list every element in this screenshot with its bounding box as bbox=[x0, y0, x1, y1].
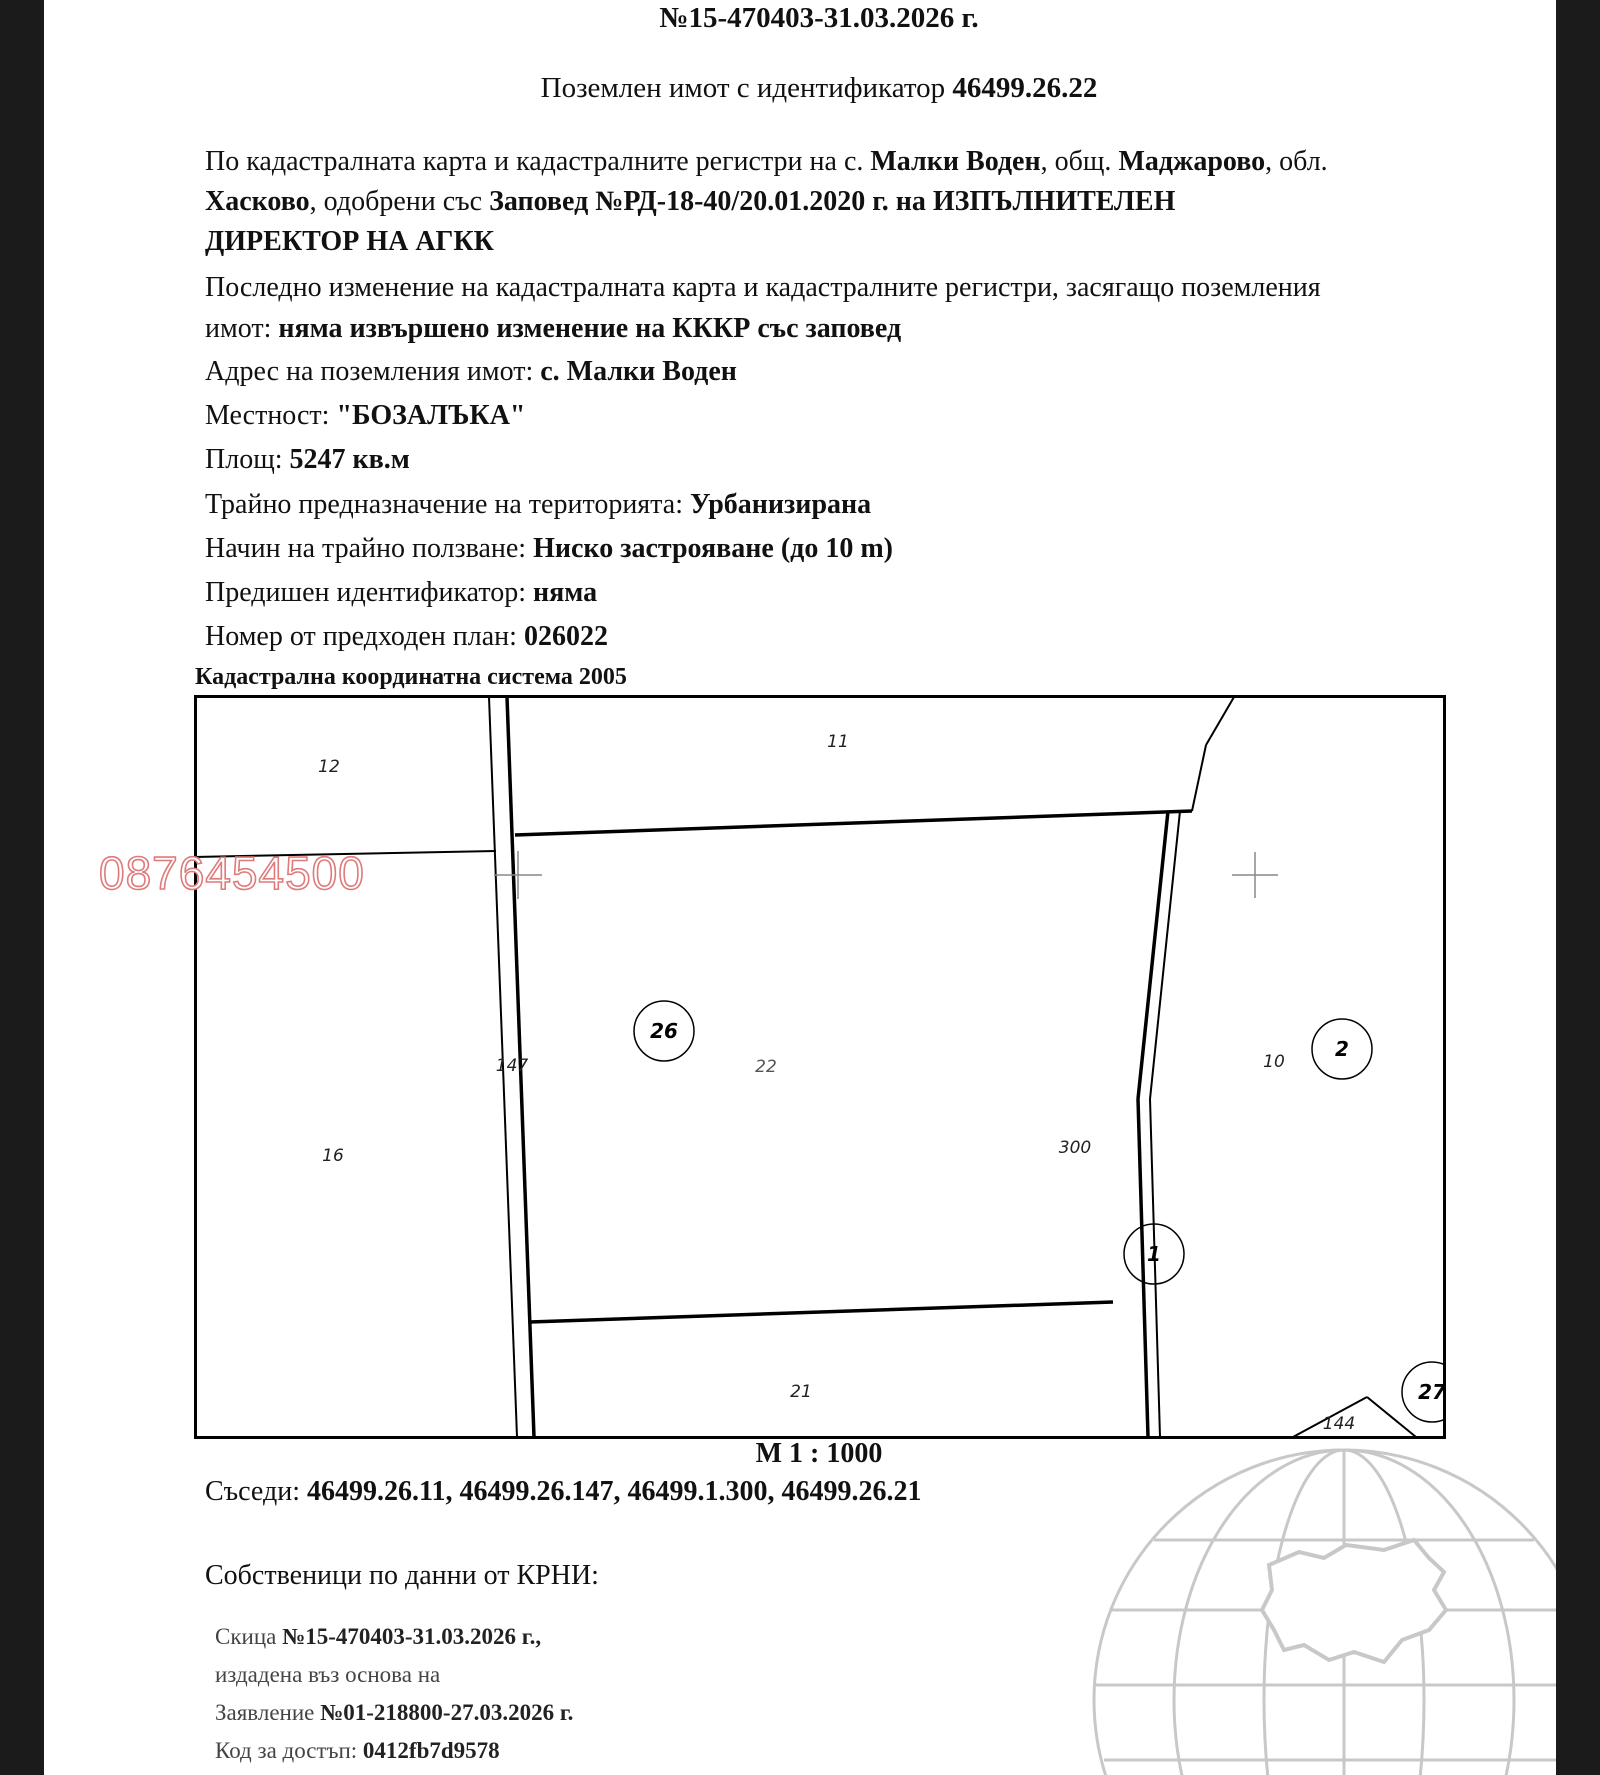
map-scale: М 1 : 1000 bbox=[755, 1438, 883, 1469]
parcel-label: 16 bbox=[322, 1146, 344, 1166]
footer-issued-line: издадена въз основа на bbox=[215, 1662, 441, 1687]
village-name: Малки Воден bbox=[870, 146, 1041, 177]
property-value: Ниско застрояване (до 10 m) bbox=[533, 533, 893, 564]
property-value: Урбанизирана bbox=[689, 489, 872, 520]
cadastre-text: , общ. bbox=[1040, 146, 1112, 177]
parcel-label: 144 bbox=[1322, 1414, 1356, 1434]
footer-value: 0412fb7d9578 bbox=[362, 1738, 500, 1763]
owners-heading: Собственици по данни от КРНИ: bbox=[205, 1560, 599, 1591]
footer-access-line bbox=[215, 1738, 500, 1764]
property-row bbox=[205, 529, 893, 569]
parcel-identifier-line bbox=[44, 72, 1556, 105]
parcel-label: 22 bbox=[755, 1057, 777, 1077]
footer-label: Заявление bbox=[215, 1700, 315, 1725]
last-change-line-1: Последно изменение на кадастралната карта и кадастралните регистри, засягащо поземления bbox=[205, 272, 1321, 303]
cadastre-line-3 bbox=[205, 222, 494, 262]
parcel-label: 12 bbox=[318, 757, 340, 777]
parcel-label: 10 bbox=[1263, 1052, 1285, 1072]
property-label: Местност: bbox=[205, 400, 330, 431]
municipality-name: Маджарово bbox=[1118, 146, 1266, 177]
property-value: "БОЗАЛЪКА" bbox=[336, 400, 526, 431]
footer-application-line bbox=[215, 1700, 573, 1726]
left-dark-margin bbox=[0, 0, 44, 1775]
property-row bbox=[205, 573, 597, 613]
approval-order-cont: ДИРЕКТОР НА АГКК bbox=[205, 226, 494, 257]
property-row bbox=[205, 485, 871, 525]
building-number: 1 bbox=[1147, 1242, 1161, 1266]
identifier-value: 46499.26.22 bbox=[952, 72, 1098, 104]
cadastre-text: По кадастралната карта и кадастралните регистри на с. bbox=[205, 146, 864, 177]
country-outline bbox=[1262, 1540, 1446, 1662]
cadastre-line-2 bbox=[205, 182, 1175, 222]
property-label: Адрес на поземления имот: bbox=[205, 356, 534, 387]
cadastre-line-1 bbox=[205, 142, 1328, 182]
building-number: 2 bbox=[1335, 1037, 1349, 1061]
footer-value: №01-218800-27.03.2026 г. bbox=[320, 1700, 574, 1725]
region-name: Хасково bbox=[205, 186, 310, 217]
parcel-label: 147 bbox=[495, 1056, 529, 1076]
phone-watermark: 0876454500 bbox=[99, 847, 365, 899]
neighbors-value: 46499.26.11, 46499.26.147, 46499.1.300, 46499.26.21 bbox=[307, 1476, 922, 1507]
property-value: 5247 кв.м bbox=[289, 444, 410, 475]
parcel-label: 21 bbox=[790, 1382, 812, 1402]
property-row bbox=[205, 440, 410, 480]
last-change-value: няма извършено изменение на КККР със заповед bbox=[278, 313, 902, 344]
property-label: Площ: bbox=[205, 444, 283, 475]
footer-value: №15-470403-31.03.2026 г., bbox=[282, 1624, 542, 1649]
neighbors-line bbox=[205, 1472, 921, 1512]
cadastral-map bbox=[194, 695, 1446, 1439]
footer-sketch-line bbox=[215, 1624, 541, 1650]
property-value: 026022 bbox=[523, 621, 608, 652]
property-label: Номер от предходен план: bbox=[205, 621, 517, 652]
approval-order: Заповед №РД-18-40/20.01.2020 г. на ИЗПЪЛНИТЕЛЕН bbox=[489, 186, 1176, 217]
identifier-prefix: Поземлен имот с идентификатор bbox=[540, 72, 946, 104]
property-value: с. Малки Воден bbox=[540, 356, 737, 387]
right-dark-margin bbox=[1556, 0, 1600, 1775]
parcel-label: 300 bbox=[1058, 1138, 1092, 1158]
property-label: Начин на трайно ползване: bbox=[205, 533, 527, 564]
parcel-label: 11 bbox=[827, 732, 849, 752]
property-value: няма bbox=[533, 577, 598, 608]
property-label: Трайно предназначение на територията: bbox=[205, 489, 683, 520]
agency-globe-seal bbox=[1084, 1440, 1556, 1775]
footer-label: Код за достъп: bbox=[215, 1738, 358, 1763]
last-change-label: имот: bbox=[205, 313, 272, 344]
cadastre-text: , одобрени със bbox=[309, 186, 483, 217]
last-change-line-2 bbox=[205, 309, 901, 349]
document-number: №15-470403-31.03.2026 г. bbox=[659, 2, 979, 34]
footer-label: Скица bbox=[215, 1624, 277, 1649]
property-row bbox=[205, 352, 737, 392]
document-page bbox=[44, 0, 1556, 1775]
building-number: 26 bbox=[650, 1019, 678, 1043]
property-row bbox=[205, 396, 525, 436]
property-label: Предишен идентификатор: bbox=[205, 577, 527, 608]
cadastre-text: , обл. bbox=[1265, 146, 1328, 177]
neighbors-label: Съседи: bbox=[205, 1476, 300, 1507]
property-row bbox=[205, 617, 608, 657]
building-number: 27 bbox=[1418, 1380, 1446, 1404]
map-frame bbox=[196, 697, 1445, 1438]
coordinate-system-title: Кадастрална координатна система 2005 bbox=[195, 664, 627, 690]
